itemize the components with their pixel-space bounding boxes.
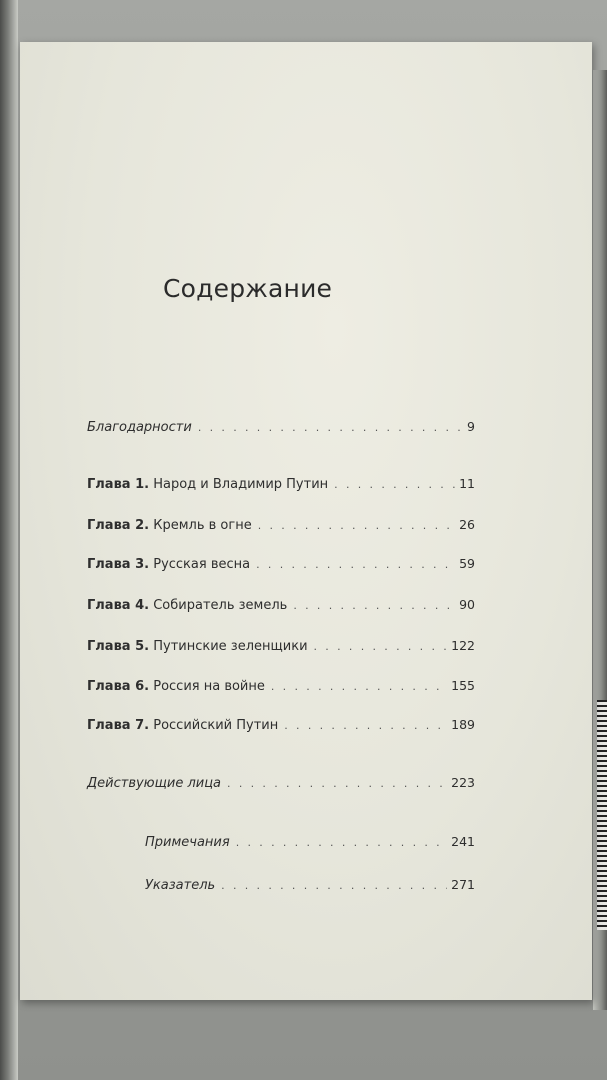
toc-entry-characters: [87, 775, 475, 791]
chapter-title: Народ и Владимир Путин: [153, 477, 329, 492]
chapter-title: Собиратель земель: [153, 598, 288, 613]
chapter-title: Путинские зеленщики: [153, 639, 308, 654]
leader-dots: [256, 558, 455, 571]
chapter-title: Кремль в огне: [153, 518, 252, 533]
chapter-title: Русская весна: [153, 557, 251, 572]
toc-entry-chapter-4: [87, 597, 475, 613]
toc-entry-chapter-3: [87, 556, 475, 572]
toc-entry-chapter-1: [87, 476, 475, 492]
toc-entry-page: 271: [451, 877, 475, 892]
chapter-number: Глава 2.: [87, 518, 150, 533]
toc-entry-page: 11: [459, 476, 475, 491]
leader-dots: [284, 719, 447, 732]
toc-entry-page: 9: [467, 419, 475, 434]
toc-entry-chapter-7: [87, 717, 475, 733]
toc-entry-index: [145, 877, 475, 893]
leader-dots: [227, 777, 447, 790]
toc-entry-chapter-6: [87, 678, 475, 694]
toc-entry-label: [87, 477, 328, 492]
toc-entry-label: [87, 598, 287, 613]
toc-entry-chapter-5: [87, 638, 475, 654]
leader-dots: [198, 421, 463, 434]
toc-entry-page: 90: [459, 597, 475, 612]
toc-entry-page: 189: [451, 717, 475, 732]
leader-dots: [293, 599, 455, 612]
book-page: [20, 42, 592, 1000]
toc-entry-page: 59: [459, 556, 475, 571]
toc-entry-label: Указатель: [145, 878, 216, 893]
toc-entry-page: 223: [451, 775, 475, 790]
page-title: Содержание: [163, 274, 333, 303]
chapter-number: Глава 5.: [87, 639, 150, 654]
toc-entry-label: [87, 518, 252, 533]
leader-dots: [221, 879, 447, 892]
toc-entry-label: Благодарности: [87, 420, 192, 435]
toc-entry-label: Примечания: [145, 835, 230, 850]
leader-dots: [334, 478, 455, 491]
toc-entry-label: [87, 557, 250, 572]
toc-entry-page: 241: [451, 834, 475, 849]
book-spine-edge: [0, 0, 18, 1080]
toc-entry-notes: [145, 834, 475, 850]
chapter-number: Глава 7.: [87, 718, 150, 733]
leader-dots: [271, 680, 447, 693]
chapter-title: Россия на войне: [153, 679, 265, 694]
toc-entry-label: [87, 679, 265, 694]
leader-dots: [236, 836, 447, 849]
toc-entry-page: 155: [451, 678, 475, 693]
leader-dots: [258, 519, 455, 532]
leader-dots: [314, 640, 448, 653]
chapter-title: Российский Путин: [153, 718, 279, 733]
toc-entry-label: [87, 718, 278, 733]
toc-entry-acknowledgements: [87, 419, 475, 435]
toc-entry-label: [87, 639, 308, 654]
toc-entry-label: Действующие лица: [87, 776, 222, 791]
chapter-number: Глава 3.: [87, 557, 150, 572]
toc-entry-page: 122: [451, 638, 475, 653]
background-barcode: [597, 700, 607, 930]
toc-entry-page: 26: [459, 517, 475, 532]
chapter-number: Глава 6.: [87, 679, 150, 694]
toc-entry-chapter-2: [87, 517, 475, 533]
chapter-number: Глава 4.: [87, 598, 150, 613]
chapter-number: Глава 1.: [87, 477, 150, 492]
